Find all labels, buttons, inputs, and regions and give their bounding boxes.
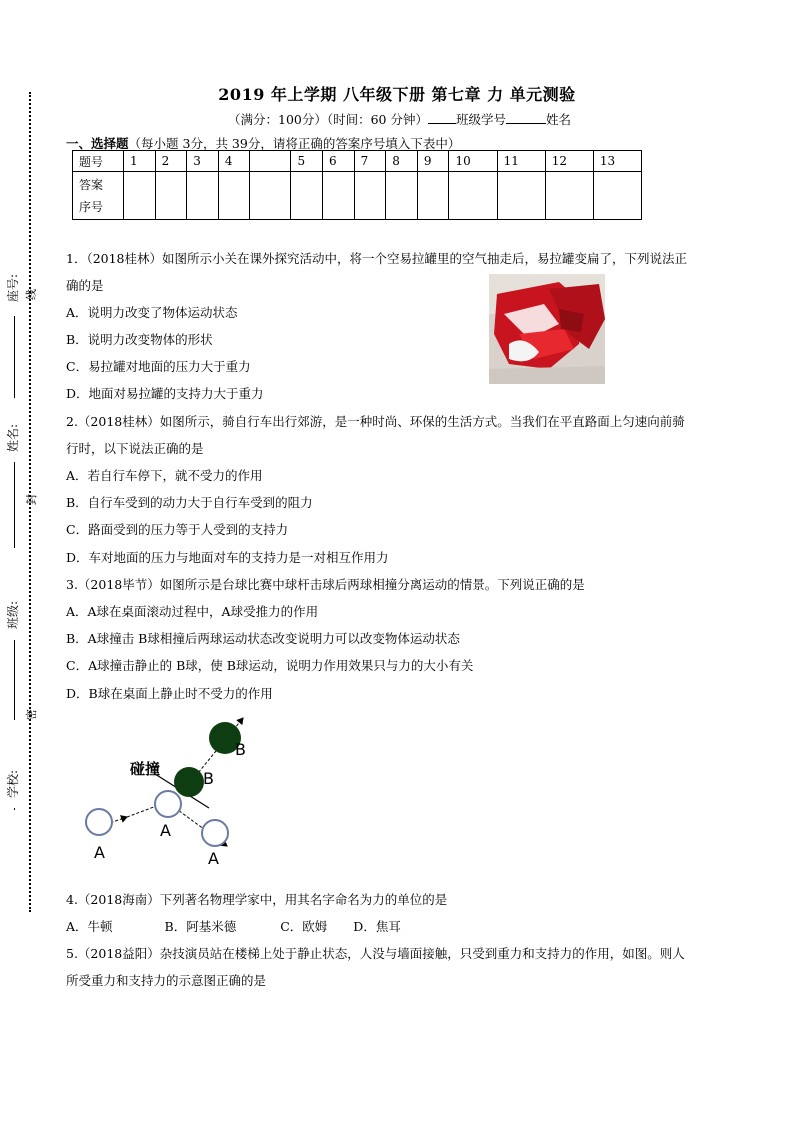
- q1-option-c: C．易拉罐对地面的压力大于重力: [66, 359, 251, 374]
- q2-option-c: C．路面受到的压力等于人受到的支持力: [66, 522, 289, 537]
- answer-header-line1: 答案: [79, 177, 104, 192]
- name-label-inline: 姓名: [546, 112, 572, 127]
- q2-option-b: B．自行车受到的动力大于自行车受到的阻力: [66, 495, 313, 510]
- q2-stem-line2: 行时，以下说法正确的是: [66, 441, 204, 456]
- class-number-blank: [428, 112, 456, 124]
- answer-cell[interactable]: [187, 172, 219, 220]
- table-cell: 6: [323, 151, 355, 172]
- table-row: [73, 151, 642, 172]
- answer-cell[interactable]: [354, 172, 386, 220]
- q2-option-a: A．若自行车停下，就不受力的作用: [66, 468, 263, 483]
- ball-a-start: [85, 808, 113, 836]
- q5-stem-line1: 5.（2018益阳）杂技演员站在楼梯上处于静止状态，人没与墙面接触，只受到重力和支持力的作用，如图。则人: [66, 946, 685, 961]
- q2-option-d: D．车对地面的压力与地面对车的支持力是一对相互作用力: [66, 550, 389, 565]
- school-label: 学校:: [6, 769, 20, 798]
- answer-cell[interactable]: [417, 172, 449, 220]
- answer-cell[interactable]: [497, 172, 545, 220]
- class-number-label: 班级学号: [456, 112, 507, 127]
- line-marker: 线: [25, 289, 38, 300]
- table-row: [73, 172, 642, 220]
- seal-marker: 封: [25, 494, 38, 505]
- q4-option-a: A．牛顿: [66, 919, 113, 934]
- class-label: 班级:: [6, 600, 20, 629]
- name-blank-inline: [506, 112, 546, 124]
- answer-cell[interactable]: [545, 172, 593, 220]
- answer-cell[interactable]: [593, 172, 641, 220]
- table-cell: 10: [449, 151, 497, 172]
- answer-header-line2: 序号: [79, 199, 104, 214]
- table-cell: 12: [545, 151, 593, 172]
- q3-option-c: C．A球撞击静止的 B球，使 B球运动，说明力作用效果只与力的大小有关: [66, 658, 474, 673]
- answer-cell[interactable]: [386, 172, 418, 220]
- section-instructions: （每小题 3分，共 39分，请将正确的答案序号填入下表中）: [128, 136, 461, 151]
- q4-option-c: C．欧姆: [280, 919, 328, 934]
- q3-stem: 3.（2018毕节）如图所示是台球比赛中球杆击球后两球相撞分离运动的情景。下列说正确的是: [66, 577, 585, 592]
- q3-option-a: A．A球在桌面滚动过程中，A球受推力的作用: [66, 604, 319, 619]
- q3-option-b: B．A球撞击 B球相撞后两球运动状态改变说明力可以改变物体运动状态: [66, 631, 460, 646]
- collision-label: 碰撞: [130, 760, 161, 778]
- answer-cell[interactable]: [250, 172, 291, 220]
- answer-header-cell: [73, 172, 124, 220]
- ball-a-label-1: A: [94, 843, 105, 862]
- answer-cell[interactable]: [323, 172, 355, 220]
- seat-label: 座号:: [6, 273, 20, 302]
- class-blank: [14, 640, 15, 720]
- score-time: （满分：100分）（时间：60 分钟）: [228, 112, 428, 127]
- crushed-can-image: [489, 274, 605, 384]
- q1-stem-line1: 1．（2018桂林）如图所示小关在课外探究活动中，将一个空易拉罐里的空气抽走后，易拉罐变扁了，下列说法正: [66, 251, 688, 266]
- school-blank: [14, 808, 15, 810]
- ball-a-end: [201, 819, 229, 847]
- table-cell: 13: [593, 151, 641, 172]
- q4-stem: 4.（2018海南）下列著名物理学家中，用其名字命名为力的单位的是: [66, 892, 448, 907]
- ball-a-label-2: A: [160, 821, 171, 840]
- table-cell: 2: [155, 151, 187, 172]
- ball-b-label-1: B: [203, 769, 214, 788]
- table-header-cell: 题号: [73, 151, 124, 172]
- collision-diagram: [85, 714, 280, 869]
- table-cell: 9: [417, 151, 449, 172]
- q3-option-d: D．B球在桌面上静止时不受力的作用: [66, 686, 273, 701]
- q1-stem-line2: 确的是: [66, 278, 104, 293]
- q1-option-d: D．地面对易拉罐的支持力大于重力: [66, 386, 264, 401]
- ball-a-collision: [154, 790, 182, 818]
- name-blank: [14, 462, 15, 548]
- q1-option-b: B．说明力改变物体的形状: [66, 332, 213, 347]
- table-cell: 8: [386, 151, 418, 172]
- subtitle: [228, 110, 571, 128]
- table-cell: 11: [497, 151, 545, 172]
- table-cell: 4: [218, 151, 250, 172]
- table-cell: 7: [354, 151, 386, 172]
- seat-blank: [14, 316, 15, 398]
- table-cell: 5: [291, 151, 323, 172]
- q4-options: [66, 917, 401, 935]
- answer-table: [72, 150, 642, 220]
- ball-b-label-2: B: [235, 740, 246, 759]
- table-cell: [250, 151, 291, 172]
- section-title: 一、选择题: [66, 136, 129, 151]
- table-cell: 1: [124, 151, 156, 172]
- q4-option-b: B．阿基米德: [164, 919, 237, 934]
- answer-cell[interactable]: [449, 172, 497, 220]
- q1-option-a: A．说明力改变了物体运动状态: [66, 305, 238, 320]
- page-title: 2019 年上学期 八年级下册 第七章 力 单元测验: [218, 85, 576, 104]
- table-cell: 3: [187, 151, 219, 172]
- mi-marker: 密: [25, 709, 38, 720]
- q5-stem-line2: 所受重力和支持力的示意图正确的是: [66, 973, 267, 988]
- answer-cell[interactable]: [155, 172, 187, 220]
- ball-a-label-3: A: [208, 849, 219, 868]
- ball-b-start: [174, 767, 204, 797]
- answer-cell[interactable]: [124, 172, 156, 220]
- q4-option-d: D．焦耳: [353, 919, 401, 934]
- q2-stem-line1: 2.（2018桂林）如图所示，骑自行车出行郊游，是一种时尚、环保的生活方式。当我们在平直路面上匀速向前骑: [66, 414, 685, 429]
- answer-cell[interactable]: [291, 172, 323, 220]
- name-label: 姓名:: [6, 423, 20, 452]
- answer-cell[interactable]: [218, 172, 250, 220]
